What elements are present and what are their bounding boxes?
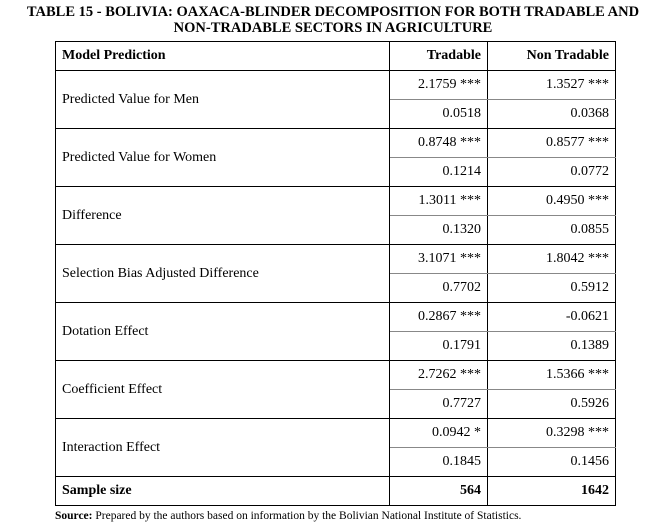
non-tradable-coef: 0.3298 *** (488, 419, 616, 448)
sample-size-non-tradable: 1642 (488, 477, 616, 506)
sample-size-tradable: 564 (390, 477, 488, 506)
header-model-prediction: Model Prediction (56, 42, 390, 71)
non-tradable-se: 0.0368 (488, 100, 616, 129)
tradable-coef: 2.7262 *** (390, 361, 488, 390)
non-tradable-se: 0.0855 (488, 216, 616, 245)
table-row (56, 71, 616, 100)
tradable-se: 0.0518 (390, 100, 488, 129)
non-tradable-coef: 0.8577 *** (488, 129, 616, 158)
header-row (56, 42, 616, 71)
non-tradable-se: 0.0772 (488, 158, 616, 187)
non-tradable-coef: 1.3527 *** (488, 71, 616, 100)
tradable-se: 0.1320 (390, 216, 488, 245)
title-line-1: TABLE 15 - BOLIVIA: OAXACA-BLINDER DECOMPOSITION FOR BOTH TRADABLE AND (26, 4, 640, 20)
row-label: Coefficient Effect (56, 361, 390, 419)
row-label: Difference (56, 187, 390, 245)
non-tradable-se: 0.5912 (488, 274, 616, 303)
source-label: Source: (55, 510, 93, 522)
non-tradable-se: 0.5926 (488, 390, 616, 419)
table-row (56, 187, 616, 216)
non-tradable-coef: 0.4950 *** (488, 187, 616, 216)
tradable-coef: 0.8748 *** (390, 129, 488, 158)
decomposition-table (55, 41, 616, 506)
table-row (56, 419, 616, 448)
tradable-coef: 2.1759 *** (390, 71, 488, 100)
tradable-se: 0.1214 (390, 158, 488, 187)
table-row (56, 129, 616, 158)
tradable-coef: 1.3011 *** (390, 187, 488, 216)
tradable-coef: 0.2867 *** (390, 303, 488, 332)
sample-size-row (56, 477, 616, 506)
row-label: Selection Bias Adjusted Difference (56, 245, 390, 303)
tradable-coef: 0.0942 * (390, 419, 488, 448)
row-label: Predicted Value for Men (56, 71, 390, 129)
tradable-se: 0.1791 (390, 332, 488, 361)
row-label: Dotation Effect (56, 303, 390, 361)
tradable-se: 0.1845 (390, 448, 488, 477)
non-tradable-coef: -0.0621 (488, 303, 616, 332)
header-non-tradable: Non Tradable (488, 42, 616, 71)
source-note (55, 510, 521, 522)
header-tradable: Tradable (390, 42, 488, 71)
non-tradable-coef: 1.5366 *** (488, 361, 616, 390)
non-tradable-se: 0.1456 (488, 448, 616, 477)
non-tradable-se: 0.1389 (488, 332, 616, 361)
source-text: Prepared by the authors based on information by the Bolivian National Institute of Statistics. (92, 510, 522, 522)
row-label: Predicted Value for Women (56, 129, 390, 187)
table-row (56, 361, 616, 390)
row-label: Interaction Effect (56, 419, 390, 477)
tradable-se: 0.7702 (390, 274, 488, 303)
table-row (56, 245, 616, 274)
tradable-se: 0.7727 (390, 390, 488, 419)
non-tradable-coef: 1.8042 *** (488, 245, 616, 274)
table-title (0, 4, 666, 36)
tradable-coef: 3.1071 *** (390, 245, 488, 274)
title-line-2: NON-TRADABLE SECTORS IN AGRICULTURE (173, 20, 493, 36)
sample-size-label: Sample size (56, 477, 390, 506)
table-row (56, 303, 616, 332)
